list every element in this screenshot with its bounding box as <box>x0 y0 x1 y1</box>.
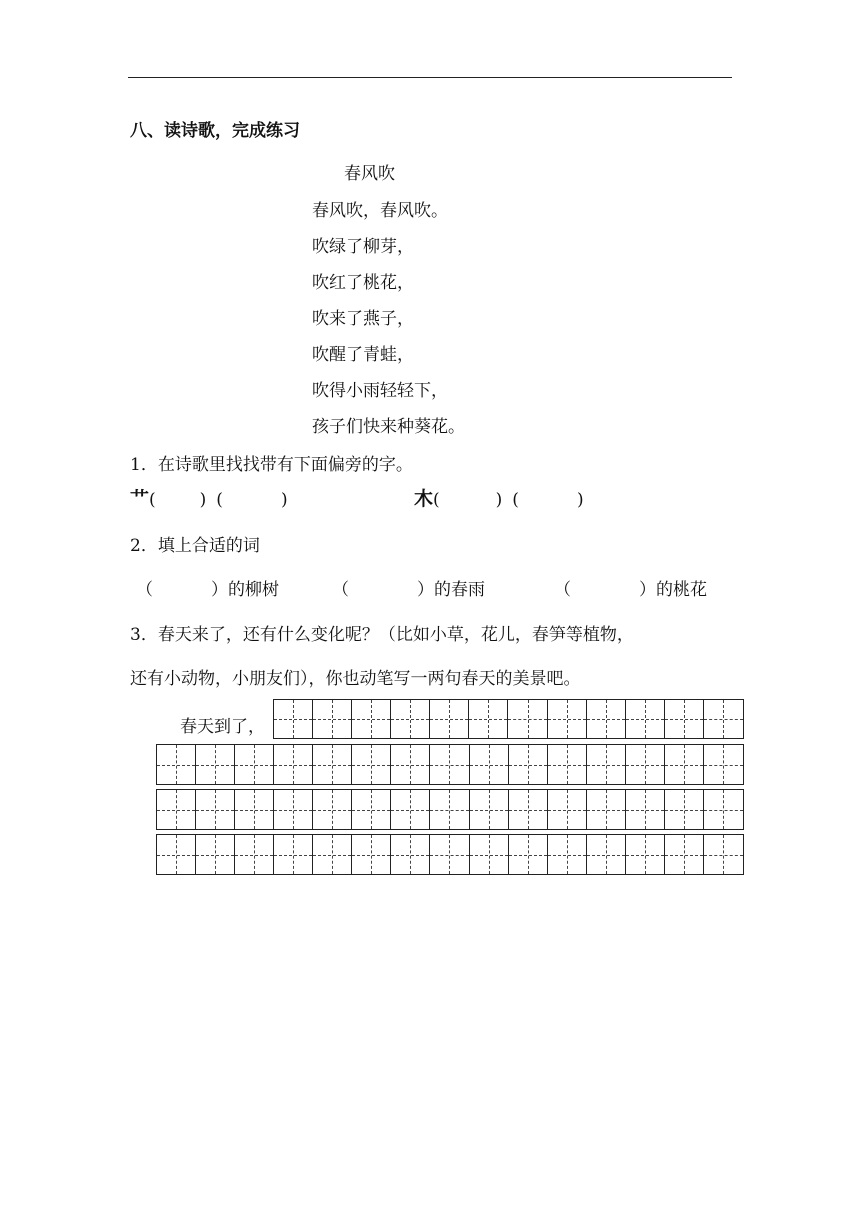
writing-grid-row-1[interactable] <box>273 699 744 739</box>
paren-open: ( <box>216 490 223 510</box>
paren-open: ( <box>433 490 440 510</box>
poem-line: 吹绿了柳芽， <box>312 237 414 257</box>
poem-title: 春风吹 <box>344 164 395 184</box>
writing-grid-row-3[interactable] <box>156 789 744 830</box>
question-1-prompt: 1．在诗歌里找找带有下面偏旁的字。 <box>130 455 413 475</box>
fill-blank-item: （ ）的柳树 <box>136 580 279 600</box>
poem-line: 吹醒了青蛙， <box>312 345 414 365</box>
radical-answer-row <box>130 484 288 511</box>
radical-answer-row <box>414 484 584 511</box>
section-heading: 八、读诗歌，完成练习 <box>130 121 300 141</box>
poem-line: 吹来了燕子， <box>312 309 414 329</box>
poem-line: 吹红了桃花， <box>312 273 414 293</box>
question-3-prompt: 3．春天来了，还有什么变化呢？（比如小草，花儿，春笋等植物， <box>130 625 634 645</box>
poem-line: 孩子们快来种葵花。 <box>312 417 465 437</box>
poem-line: 春风吹，春风吹。 <box>312 201 448 221</box>
paren-close: ) <box>199 490 207 510</box>
writing-grid-row-4[interactable] <box>156 834 744 875</box>
question-3-prompt-continued: 还有小动物，小朋友们），你也动笔写一两句春天的美景吧。 <box>130 669 581 689</box>
header-rule <box>128 77 732 78</box>
fill-blank-item: （ ）的春雨 <box>332 580 485 600</box>
radical-grass: 艹 <box>130 488 150 510</box>
paren-open: ( <box>149 490 156 510</box>
writing-lead-text: 春天到了， <box>180 717 265 737</box>
paren-close: ) <box>576 490 584 510</box>
writing-grid-row-2[interactable] <box>156 744 744 785</box>
fill-blank-item: （ ）的桃花 <box>554 580 707 600</box>
paren-close: ) <box>495 490 503 510</box>
poem-line: 吹得小雨轻轻下， <box>312 381 448 401</box>
radical-wood: 木 <box>414 488 434 510</box>
question-2-prompt: 2．填上合适的词 <box>130 536 260 556</box>
paren-open: ( <box>512 490 519 510</box>
paren-close: ) <box>280 490 288 510</box>
